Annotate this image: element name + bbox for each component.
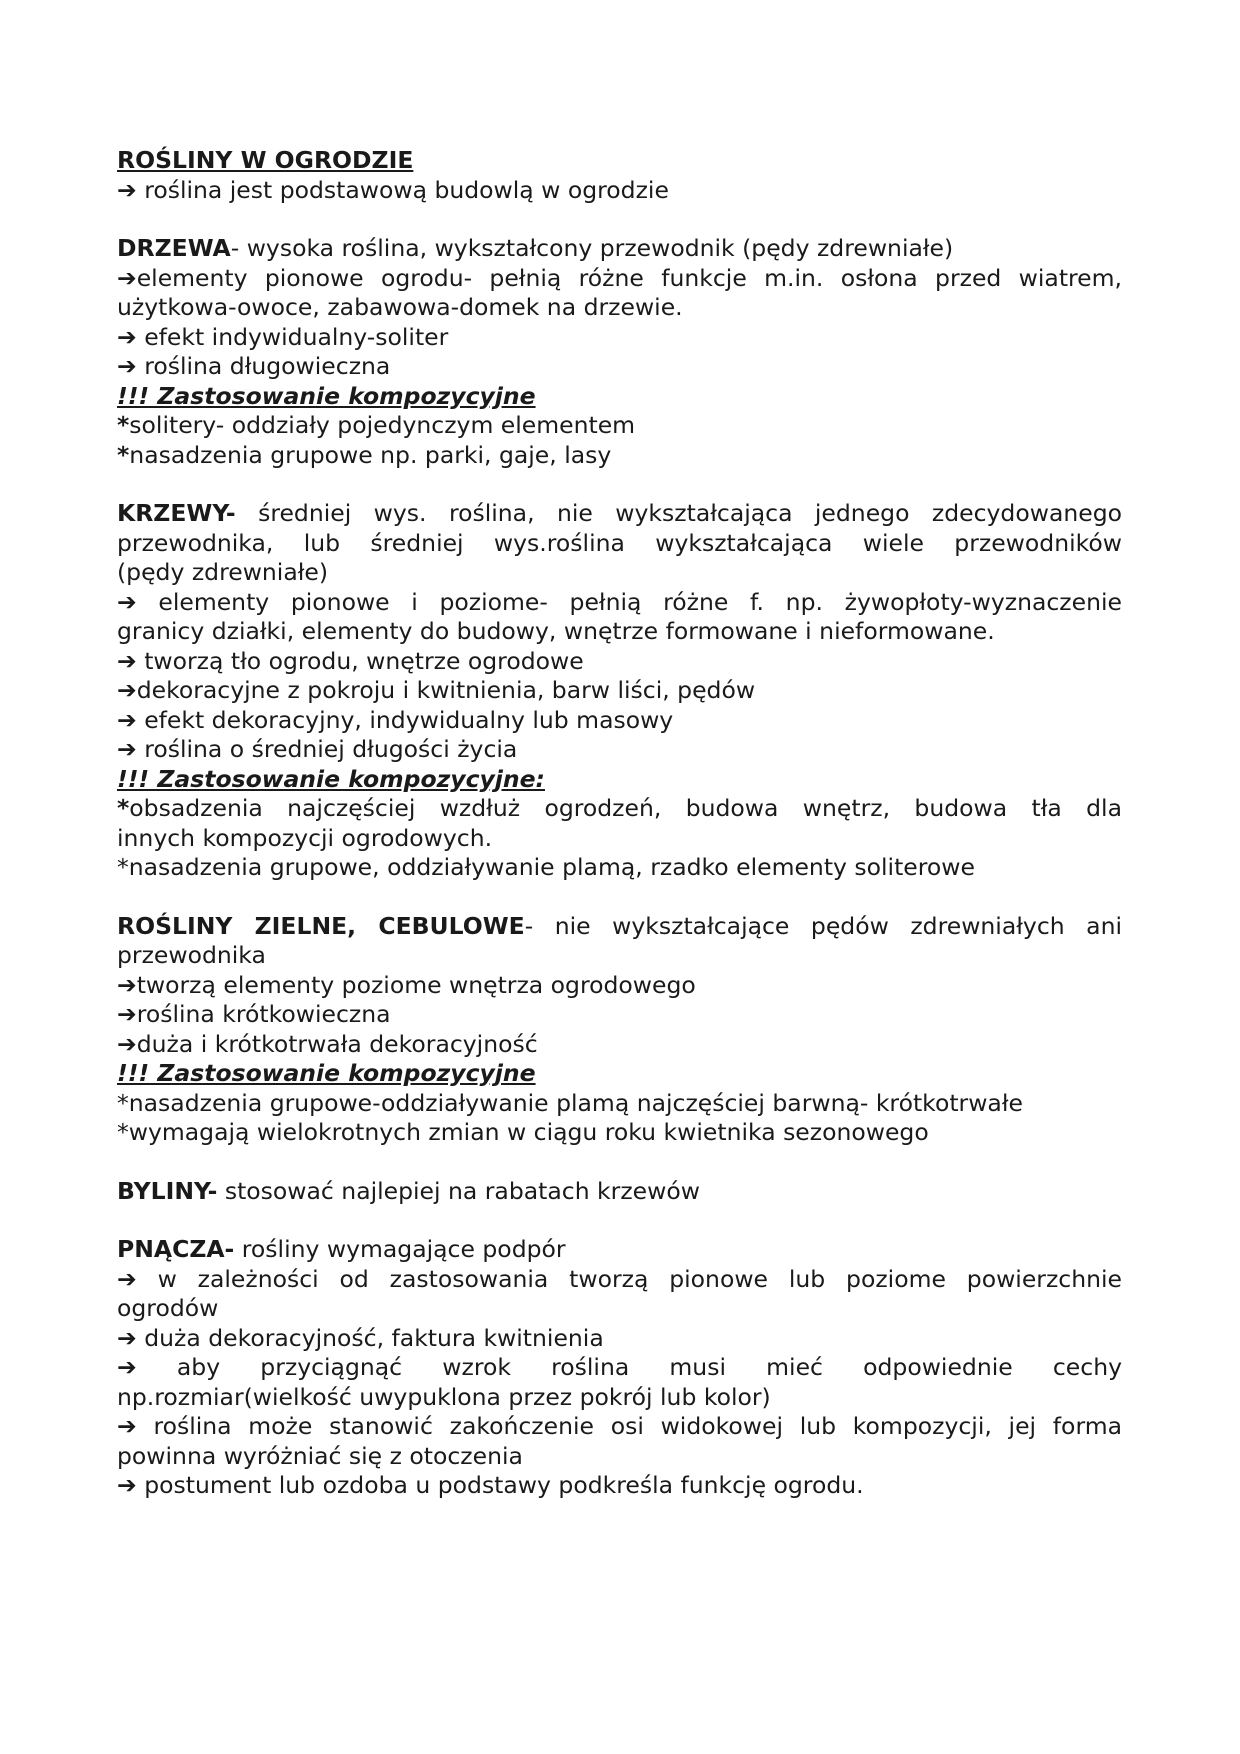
- spacer: [117, 883, 1122, 912]
- pnacza-point: ➔ aby przyciągnąć wzrok roślina musi mieć odpowiednie cechy: [117, 1353, 1122, 1381]
- krzewy-point-cont: granicy działki, elementy do budowy, wnętrze formowane i nieformowane.: [117, 617, 995, 645]
- arrow-icon: ➔: [117, 1353, 137, 1381]
- zielne-desc-cont: przewodnika: [117, 941, 266, 969]
- krzewy-desc-cont: (pędy zdrewniałe): [117, 558, 329, 586]
- arrow-icon: ➔: [117, 1264, 137, 1293]
- arrow-icon: ➔: [117, 1000, 137, 1028]
- krzewy-usage: *obsadzenia najczęściej wzdłuż ogrodzeń, budowa wnętrz, budowa tła dla: [117, 794, 1122, 822]
- krzewy-usage-cont: innych kompozycji ogrodowych.: [117, 823, 493, 852]
- krzewy-usage: *nasadzenia grupowe, oddziaływanie plamą, rzadko elementy soliterowe: [117, 853, 975, 881]
- arrow-icon: ➔: [117, 705, 137, 734]
- drzewa-point: ➔elementy pionowe ogrodu- pełnią różne funkcje m.in. osłona przed wiatrem,: [117, 263, 1122, 292]
- arrow-icon: ➔: [117, 970, 137, 999]
- arrow-icon: ➔: [117, 1029, 137, 1058]
- drzewa-usage: *solitery- oddziały pojedynczym elementem: [117, 411, 636, 439]
- pnacza-point: ➔ duża dekoracyjność, faktura kwitnienia: [117, 1323, 604, 1352]
- pnacza-point: ➔ w zależności od zastosowania tworzą pionowe lub poziome powierzchnie: [117, 1264, 1122, 1293]
- drzewa-heading: DRZEWA- wysoka roślina, wykształcony przewodnik (pędy zdrewniałe): [117, 234, 954, 262]
- arrow-icon: ➔: [117, 1323, 137, 1352]
- krzewy-point: ➔dekoracyjne z pokroju i kwitnienia, barw liści, pędów: [117, 676, 756, 704]
- zielne-subheading: !!! Zastosowanie kompozycyjne: [117, 1059, 536, 1087]
- krzewy-point: ➔ efekt dekoracyjny, indywidualny lub masowy: [117, 705, 674, 734]
- pnacza-point-cont: np.rozmiar(wielkość uwypuklona przez pokrój lub kolor): [117, 1382, 771, 1411]
- arrow-icon: ➔: [117, 175, 137, 204]
- drzewa-point: ➔ efekt indywidualny-soliter: [117, 322, 449, 351]
- zielne-point: ➔roślina krótkowieczna: [117, 1000, 391, 1028]
- zielne-usage: *nasadzenia grupowe-oddziaływanie plamą najczęściej barwną- krótkotrwałe: [117, 1088, 1023, 1117]
- zielne-point: ➔duża i krótkotrwała dekoracyjność: [117, 1029, 538, 1058]
- intro-line: ➔ roślina jest podstawową budowlą w ogrodzie: [117, 175, 669, 204]
- document-title: ROŚLINY W OGRODZIE: [117, 146, 414, 174]
- arrow-icon: ➔: [117, 322, 137, 351]
- pnacza-heading: PNĄCZA- rośliny wymagające podpór: [117, 1235, 566, 1263]
- byliny-heading: BYLINY- stosować najlepiej na rabatach krzewów: [117, 1176, 700, 1205]
- arrow-icon: ➔: [117, 676, 137, 704]
- drzewa-point: ➔ roślina długowieczna: [117, 352, 391, 380]
- spacer: [117, 205, 1122, 234]
- arrow-icon: ➔: [117, 1471, 137, 1499]
- arrow-icon: ➔: [117, 263, 137, 292]
- document-page: [117, 146, 1122, 1501]
- arrow-icon: ➔: [117, 735, 137, 763]
- krzewy-point: ➔ roślina o średniej długości życia: [117, 735, 518, 763]
- arrow-icon: ➔: [117, 646, 137, 675]
- krzewy-point: ➔ tworzą tło ogrodu, wnętrze ogrodowe: [117, 646, 584, 675]
- zielne-heading: ROŚLINY ZIELNE, CEBULOWE- nie wykształcające pędów zdrewniałych ani: [117, 911, 1122, 940]
- spacer: [117, 1206, 1122, 1235]
- pnacza-point: ➔ postument lub ozdoba u podstawy podkreśla funkcję ogrodu.: [117, 1471, 864, 1499]
- krzewy-desc-cont: przewodnika, lub średniej wys.roślina wykształcająca wiele przewodników: [117, 528, 1122, 557]
- zielne-usage: *wymagają wielokrotnych zmian w ciągu roku kwietnika sezonowego: [117, 1118, 929, 1146]
- arrow-icon: ➔: [117, 1412, 137, 1440]
- drzewa-point-cont: użytkowa-owoce, zabawowa-domek na drzewie.: [117, 293, 683, 321]
- pnacza-point-cont: ogrodów: [117, 1294, 219, 1322]
- krzewy-heading: KRZEWY- średniej wys. roślina, nie wykształcająca jednego zdecydowanego: [117, 499, 1122, 527]
- pnacza-point: ➔ roślina może stanowić zakończenie osi widokowej lub kompozycji, jej forma: [117, 1412, 1122, 1440]
- krzewy-point: ➔ elementy pionowe i poziome- pełnią różne f. np. żywopłoty-wyznaczenie: [117, 587, 1122, 616]
- arrow-icon: ➔: [117, 587, 137, 616]
- arrow-icon: ➔: [117, 352, 137, 380]
- spacer: [117, 1148, 1122, 1177]
- drzewa-subheading: !!! Zastosowanie kompozycyjne: [117, 381, 536, 410]
- spacer: [117, 470, 1122, 499]
- pnacza-point-cont: powinna wyróżniać się z otoczenia: [117, 1441, 523, 1470]
- zielne-point: ➔tworzą elementy poziome wnętrza ogrodowego: [117, 970, 696, 999]
- krzewy-subheading: !!! Zastosowanie kompozycyjne:: [117, 764, 545, 793]
- drzewa-usage: *nasadzenia grupowe np. parki, gaje, lasy: [117, 440, 612, 469]
